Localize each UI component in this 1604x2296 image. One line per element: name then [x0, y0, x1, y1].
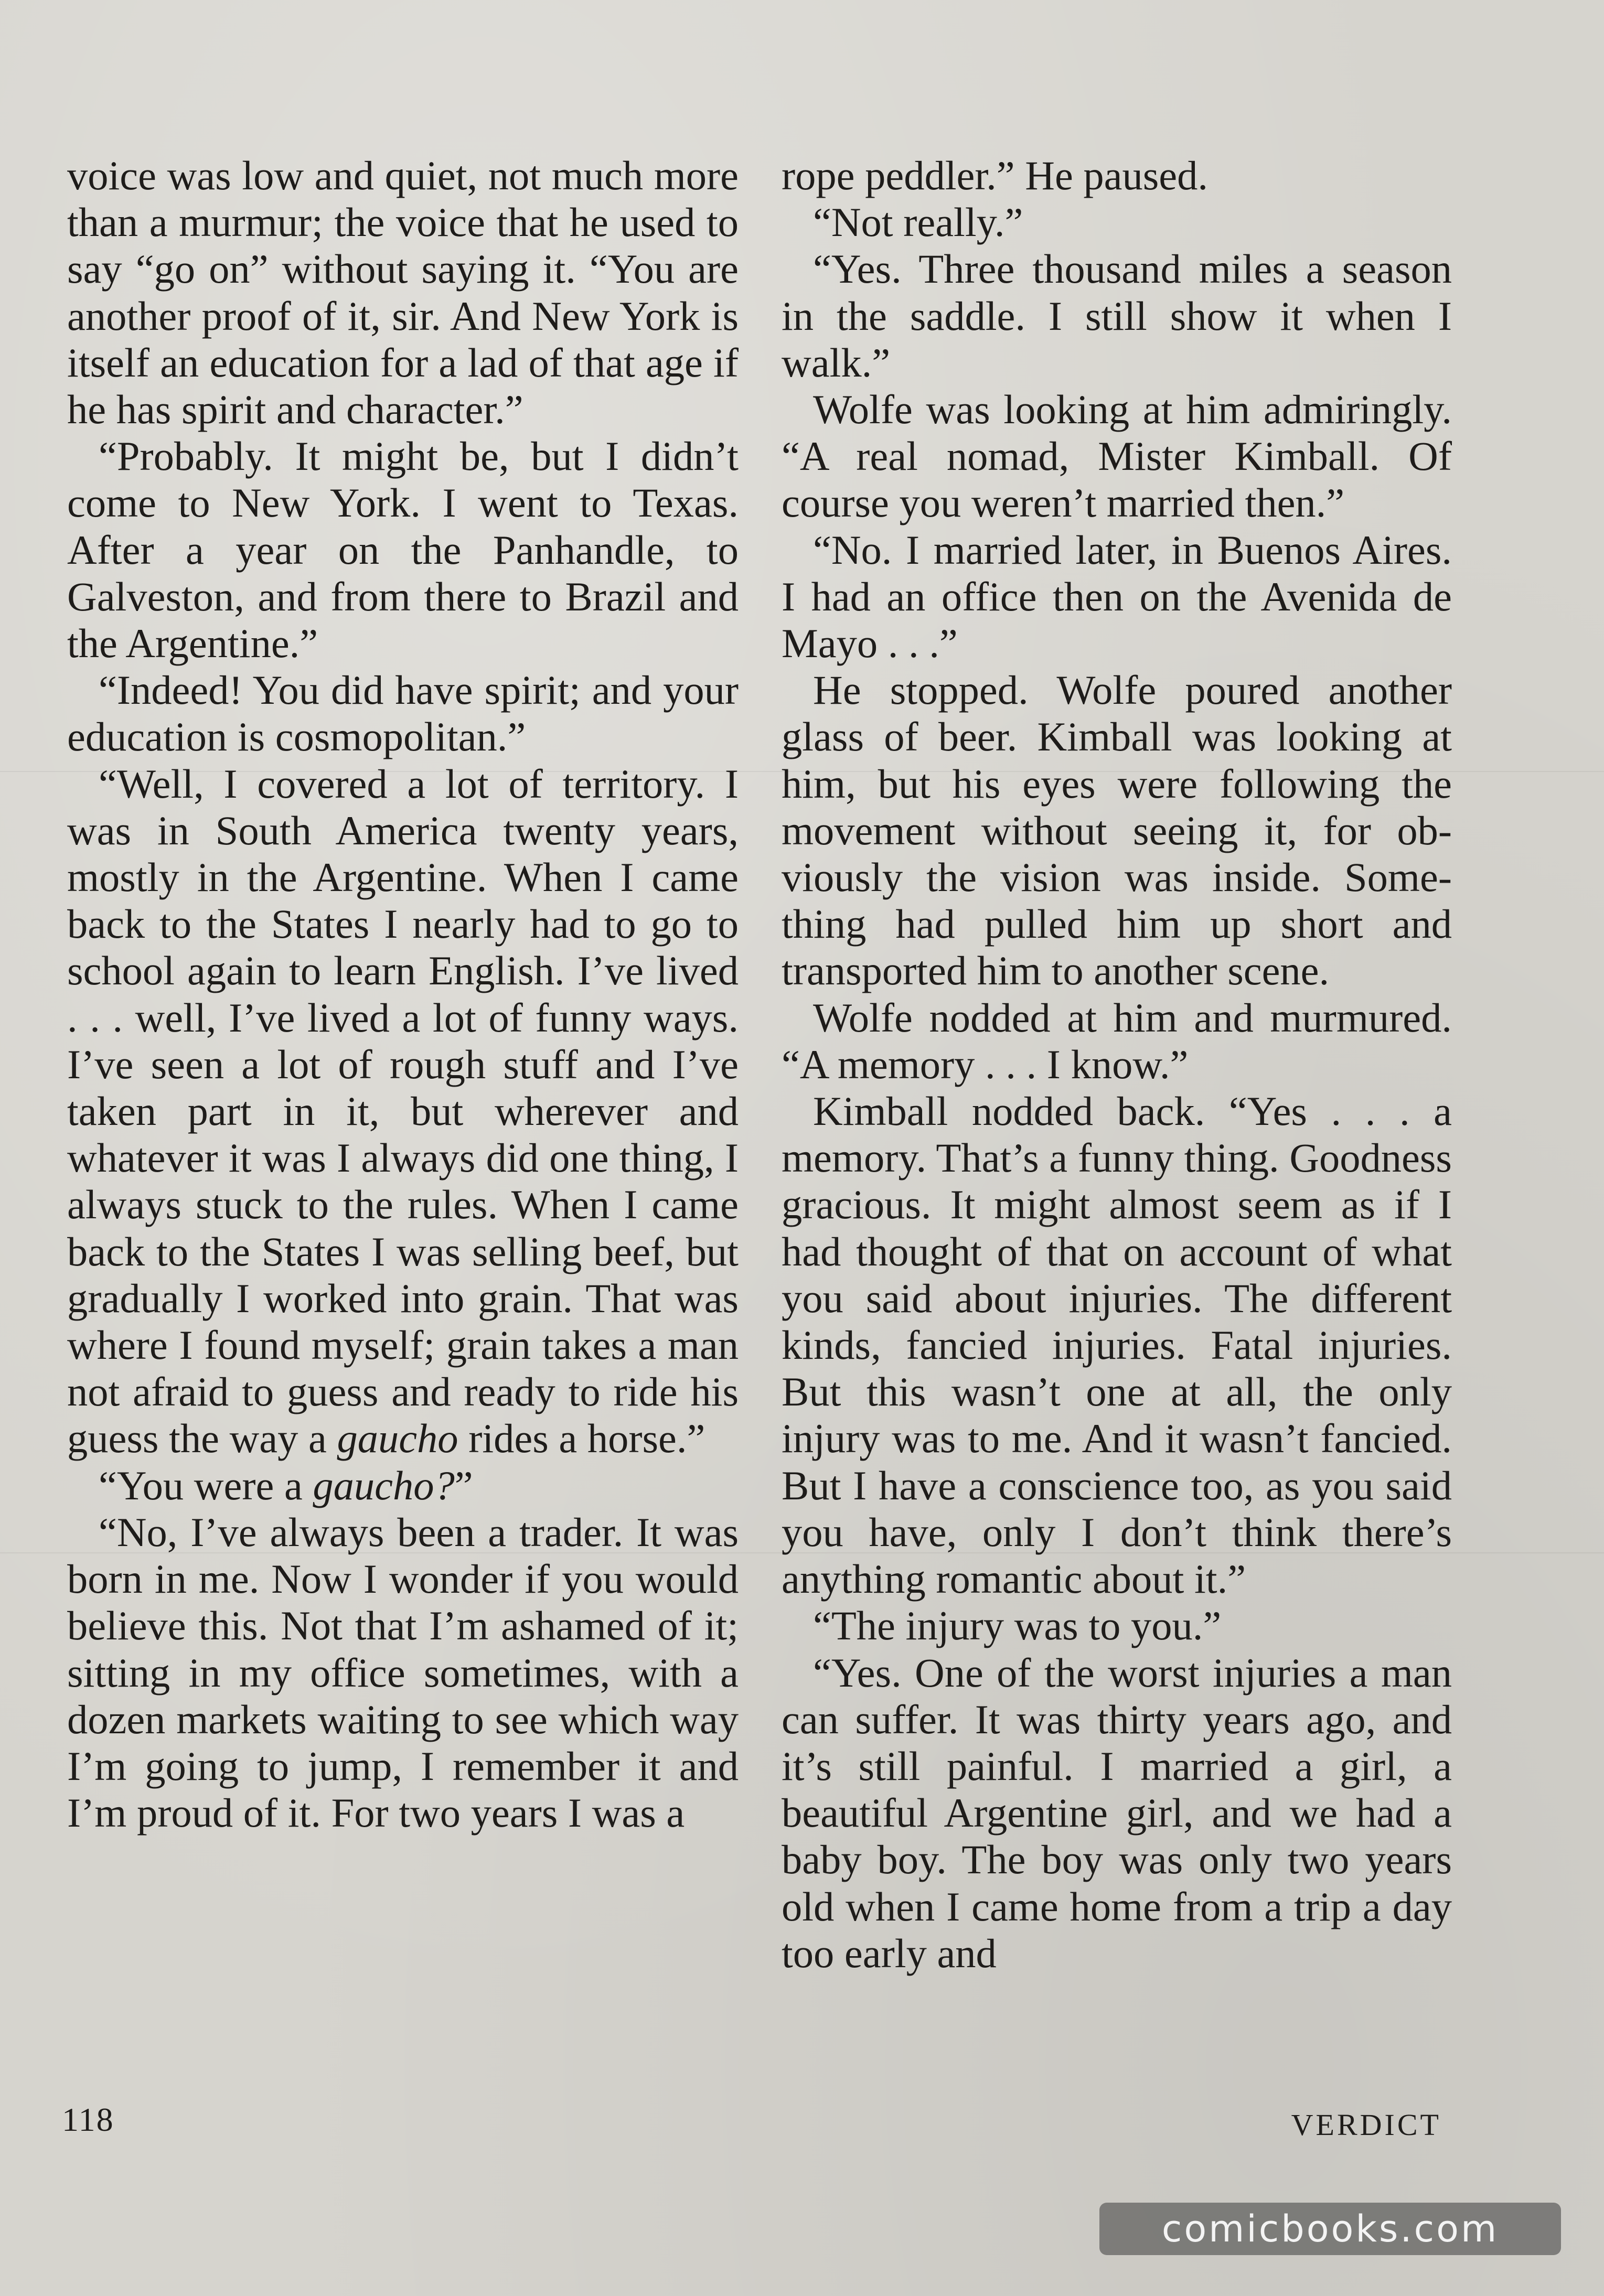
- magazine-title: VERDICT: [1291, 2108, 1441, 2142]
- paragraph-text: Wolfe was looking at him admiringly. “A real nomad, Mister Kimball. Of course you weren’t married then.”: [782, 387, 1452, 526]
- paragraph-text: rides a horse.”: [458, 1415, 705, 1462]
- paragraph: [67, 1462, 739, 1509]
- paragraph-text: Wolfe nodded at him and murmured. “A memory . . . I know.”: [782, 994, 1452, 1087]
- paragraph: [67, 667, 739, 760]
- paragraph: [782, 386, 1452, 527]
- paragraph-text: “Yes. One of the worst injuries a man can suffer. It was thirty years ago, and it’s still painful. I married a girl, a beautiful Argentine girl, and we had a baby boy. The boy was only two years old when I came home from a trip a day too early and: [782, 1649, 1452, 1976]
- paragraph-text: He stopped. Wolfe poured another glass of beer. Kimball was looking at him, but his eyes were following the movement without seeing it, for obviously the vision was inside. Something had pulled him up short and transported him to another scene.: [782, 667, 1452, 994]
- watermark-logo: comicbooks.com: [1099, 2203, 1561, 2255]
- paragraph-text: Kimball nodded back. “Yes . . . a memory. That’s a funny thing. Goodness gracious. It might almost seem as if I had thought of that on account of what you said about injuries. The different kinds, fancied injuries. Fatal injuries. But this wasn’t one at all, the only injury was to me. And it wasn’t fancied. But I have a conscience too, as you said you have, only I don’t think there’s anything romantic about it.”: [782, 1088, 1452, 1602]
- paragraph: [782, 1088, 1452, 1602]
- paragraph: [782, 667, 1452, 994]
- paragraph: [67, 433, 739, 667]
- paragraph-text: ”: [454, 1462, 473, 1508]
- paragraph-text: “Probably. It might be, but I didn’t come to New York. I went to Texas. After a year on the Panhandle, to Galveston, and from there to Brazil and the Argentine.”: [67, 433, 739, 667]
- paragraph: [782, 1649, 1452, 1977]
- page-number: 118: [62, 2101, 114, 2138]
- italic-text: gaucho?: [313, 1462, 455, 1508]
- right-text-column: [782, 152, 1452, 1977]
- paragraph: [782, 199, 1452, 245]
- paragraph: [67, 760, 739, 1462]
- paragraph-text: “You were a: [99, 1462, 313, 1508]
- paragraph: [782, 994, 1452, 1088]
- paragraph-text: “Indeed! You did have spirit; and your education is cosmopolitan.”: [67, 667, 739, 760]
- paragraph: [782, 152, 1452, 199]
- paragraph: [782, 527, 1452, 667]
- paragraph-text: “Well, I covered a lot of territory. I was in South America twenty years, mostly in the Argentine. When I came back to the States I nearly had to go to school again to learn English. I’ve lived . . . well, I’ve lived a lot of funny ways. I’ve seen a lot of rough stuff and I’ve taken part in it, but wherever and whatever it was I always did one thing, I always stuck to the rules. When I came back to the States I was selling beef, but gradually I worked into grain. That was where I found myself; grain takes a man not afraid to guess and ready to ride his guess the way a: [67, 760, 739, 1462]
- italic-text: gaucho: [337, 1415, 458, 1462]
- paragraph-text: “No. I married later, in Buenos Aires. I had an office then on the Avenida de Mayo . . .”: [782, 527, 1452, 667]
- paragraph-text: “The injury was to you.”: [813, 1603, 1222, 1649]
- paragraph-text: rope peddler.” He paused.: [782, 153, 1209, 198]
- paragraph: [67, 1509, 739, 1836]
- paragraph-text: “No, I’ve always been a trader. It was born in me. Now I wonder if you would believe this. Not that I’m ashamed of it; sitting in my office sometimes, with a dozen markets waiting to see which way I’m going to jump, I remember it and I’m proud of it. For two years I was a: [67, 1509, 739, 1836]
- paragraph: [782, 1602, 1452, 1649]
- paragraph-text: “Not really.”: [813, 199, 1023, 245]
- paragraph-text: “Yes. Three thousand miles a season in the saddle. I still show it when I walk.”: [782, 246, 1452, 385]
- left-text-column: [67, 152, 739, 1836]
- paragraph: [67, 152, 739, 433]
- paragraph-text: voice was low and quiet, not much more than a murmur; the voice that he used to say “go on” without saying it. “You are another proof of it, sir. And New York is itself an education for a lad of that age if he has spirit and character.”: [67, 153, 739, 433]
- paragraph: [782, 245, 1452, 386]
